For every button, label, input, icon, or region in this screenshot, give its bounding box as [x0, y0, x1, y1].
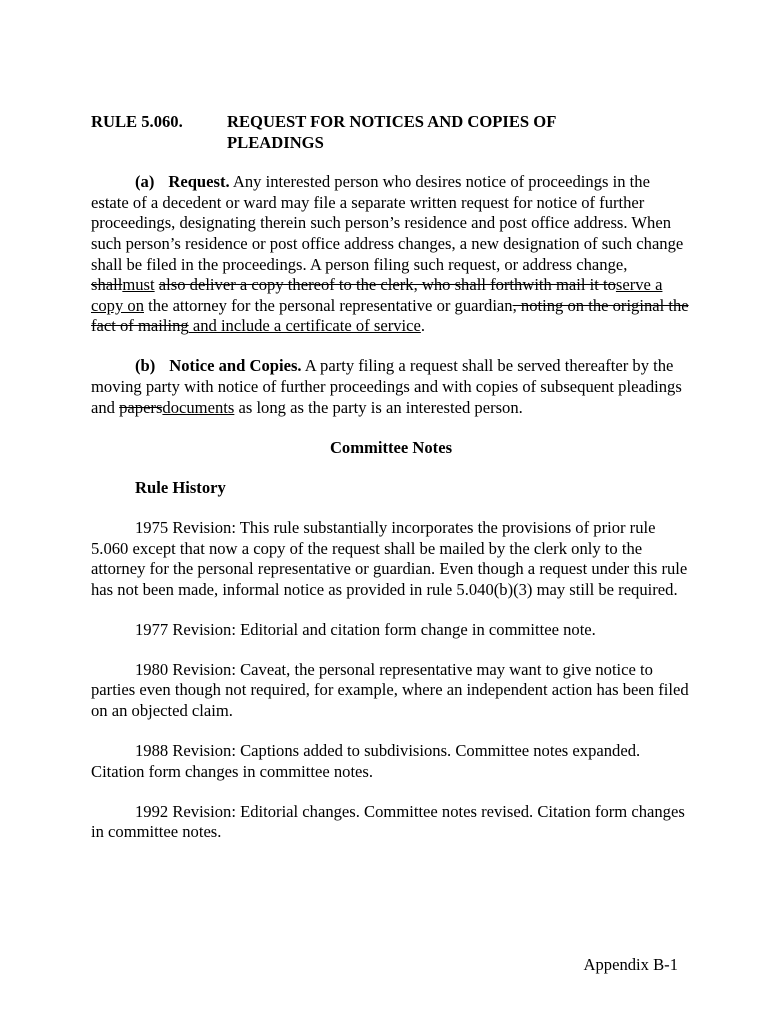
inserted-text: serve a copy on — [91, 275, 663, 315]
rule-number: RULE 5.060. — [91, 112, 183, 131]
committee-notes-heading: Committee Notes — [329, 437, 453, 457]
history-paragraph: 1975 Revision: This rule substantially incorporates the provisions of prior rule 5.060 except that now a copy of the request shall be mailed by the clerk only to the attorney for the personal representative or guardian. Even though a request under this rule has not been made, informal notice as provided in rule 5.040(b)(3) may still be required. — [91, 517, 688, 599]
inserted-text: and include a certificate of service — [188, 316, 421, 336]
section-b-heading: Notice and Copies. — [169, 356, 302, 376]
section-a-paragraph: (a) Request. Any interested person who desires notice of proceedings in the estate of a decedent or ward may file a separate written request for notice of further proceedings, designating therein such person’s residence and post office address. When such person’s residence or post office address changes, a new designation of such change shall be filed in the proceedings. A person filing such request, or address change, shallmust also deliver a copy thereof to the clerk, who shall forthwith mail it toserve a copy on the attorney for the personal representative or guardian, noting on the original the fact of mailing and include a certificate of service. — [91, 172, 689, 336]
rule-title: REQUEST FOR NOTICES AND COPIES OF PLEADINGS — [227, 112, 556, 152]
deleted-text: shall — [91, 275, 123, 295]
page-footer: Appendix B-1 — [583, 955, 678, 974]
section-b-text: as long as the party is an interested person. — [234, 397, 523, 417]
section-b-label: (b) — [135, 356, 156, 376]
inserted-text: documents — [162, 397, 235, 417]
section-a-heading: Request. — [168, 172, 230, 192]
deleted-text: papers — [119, 397, 163, 417]
history-paragraph: 1977 Revision: Editorial and citation form change in committee note. — [135, 619, 596, 639]
history-paragraph: 1988 Revision: Captions added to subdivisions. Committee notes expanded. Citation form changes in committee notes. — [91, 741, 641, 781]
section-a-label: (a) — [135, 172, 155, 192]
section-b-text: A party filing a request shall be served thereafter by the moving party with notice of further proceedings and with copies of subsequent pleadings and — [91, 356, 682, 417]
deleted-text: , noting on the original the fact of mailing — [91, 295, 689, 336]
deleted-text: also deliver a copy thereof to the clerk, who shall forthwith mail it to — [158, 275, 616, 295]
history-paragraph: 1992 Revision: Editorial changes. Committee notes revised. Citation form changes in committee notes. — [91, 801, 685, 842]
section-b-paragraph — [91, 356, 691, 418]
document-body — [91, 112, 691, 863]
history-paragraph: 1980 Revision: Caveat, the personal representative may want to give notice to parties even though not required, for example, where an independent action has been filed on an objected claim. — [91, 659, 689, 721]
section-a-text: the attorney for the personal representative or guardian — [144, 295, 513, 315]
inserted-text: must — [122, 275, 155, 295]
rule-history-heading: Rule History — [135, 477, 226, 497]
rule-heading — [91, 112, 691, 153]
section-a-text: Any interested person who desires notice of proceedings in the estate of a decedent or ward may file a separate written request for notice of further proceedings, designating therein such person’s residence and post office address. When such person’s residence or post office address changes, a new designation of such change shall be filed in the proceedings. A person filing such request, or address change, — [91, 172, 684, 274]
